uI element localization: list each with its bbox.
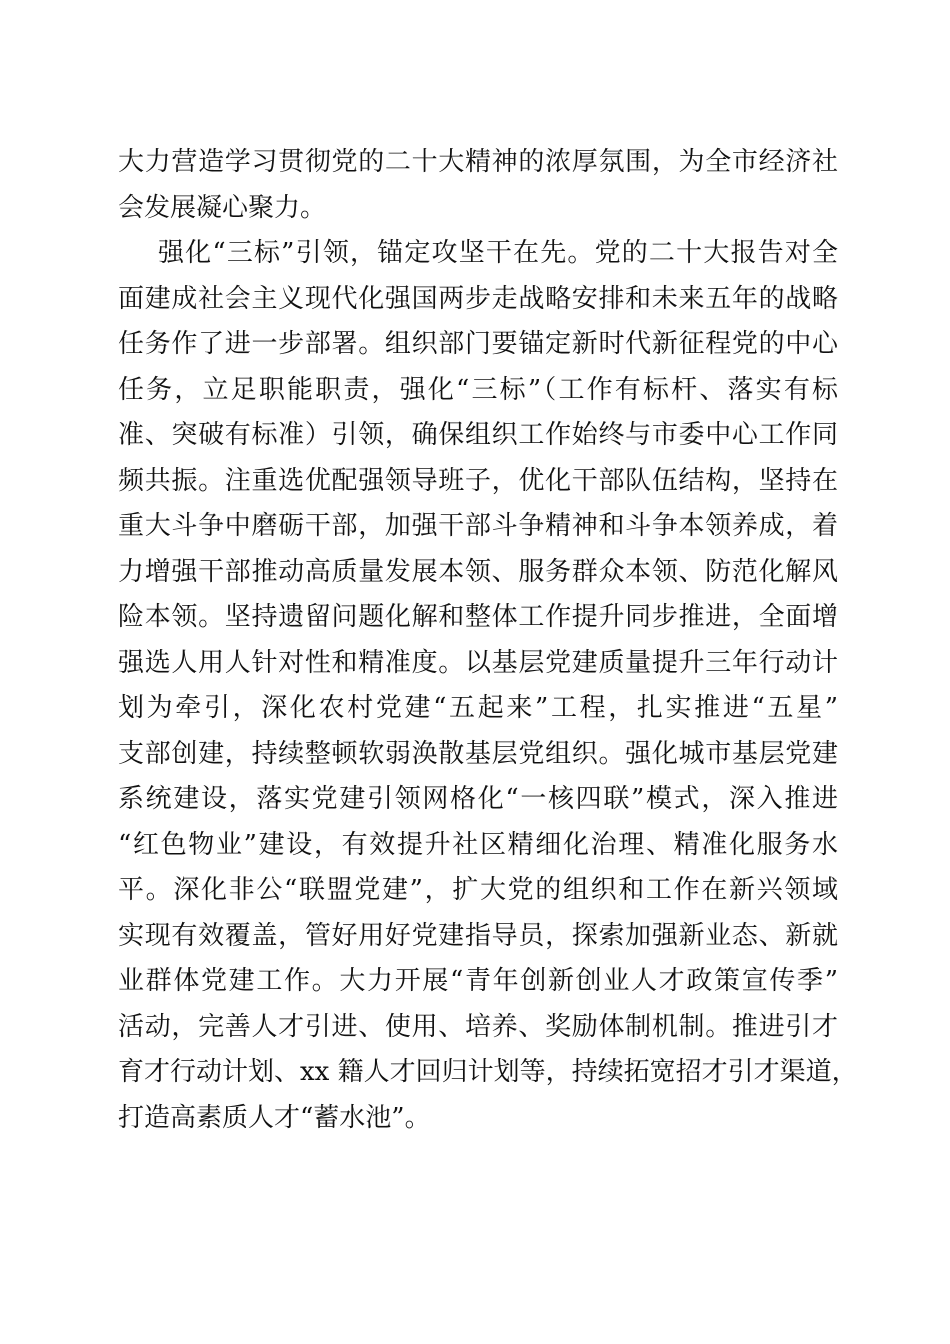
paragraph-1	[118, 140, 838, 231]
paragraph-2-line: 业群体党建工作。大力开展“青年创新创业人才政策宣传季”	[118, 966, 838, 996]
paragraph-2-line: 重大斗争中磨砺干部，加强干部斗争精神和斗争本领养成，着	[118, 511, 838, 541]
paragraph-2-line: 打造高素质人才“蓄水池”。	[118, 1102, 431, 1133]
paragraph-2-line: 育才行动计划、xx 籍人才回归计划等，持续拓宽招才引才渠道，	[118, 1057, 858, 1087]
paragraph-2-line: 任务作了进一步部署。组织部门要锚定新时代新征程党的中心	[118, 329, 838, 359]
paragraph-2-line: 平。深化非公“联盟党建”，扩大党的组织和工作在新兴领域	[118, 875, 838, 905]
paragraph-2-line: 频共振。注重选优配强领导班子，优化干部队伍结构，坚持在	[118, 465, 838, 496]
paragraph-2-line: 任务，立足职能职责，强化“三标”（工作有标杆、落实有标	[118, 374, 838, 405]
paragraph-2-line: 面建成社会主义现代化强国两步走战略安排和未来五年的战略	[118, 283, 838, 314]
paragraph-2-line: 实现有效覆盖，管好用好党建指导员，探索加强新业态、新就	[118, 920, 838, 951]
paragraph-2	[118, 231, 858, 1141]
paragraph-2-line: “红色物业”建设，有效提升社区精细化治理、精准化服务水	[118, 829, 838, 860]
paragraph-1-line: 大力营造学习贯彻党的二十大精神的浓厚氛围，为全市经济社	[118, 147, 838, 177]
paragraph-2-line: 划为牵引，深化农村党建“五起来”工程，扎实推进“五星”	[118, 693, 838, 723]
paragraph-2-line: 险本领。坚持遗留问题化解和整体工作提升同步推进，全面增	[118, 602, 838, 632]
paragraph-2-line: 强化“三标”引领，锚定攻坚干在先。党的二十大报告对全	[158, 238, 838, 268]
paragraph-2-line: 活动，完善人才引进、使用、培养、奖励体制机制。推进引才	[118, 1011, 838, 1042]
paragraph-2-line: 力增强干部推动高质量发展本领、服务群众本领、防范化解风	[118, 556, 838, 587]
paragraph-2-line: 强选人用人针对性和精准度。以基层党建质量提升三年行动计	[118, 647, 838, 678]
paragraph-2-line: 准、突破有标准）引领，确保组织工作始终与市委中心工作同	[118, 420, 838, 450]
paragraph-2-line: 系统建设，落实党建引领网格化“一核四联”模式，深入推进	[118, 784, 838, 814]
document-body	[118, 140, 858, 1141]
paragraph-2-line: 支部创建，持续整顿软弱涣散基层党组织。强化城市基层党建	[118, 738, 838, 769]
paragraph-1-line: 会发展凝心聚力。	[118, 192, 327, 223]
